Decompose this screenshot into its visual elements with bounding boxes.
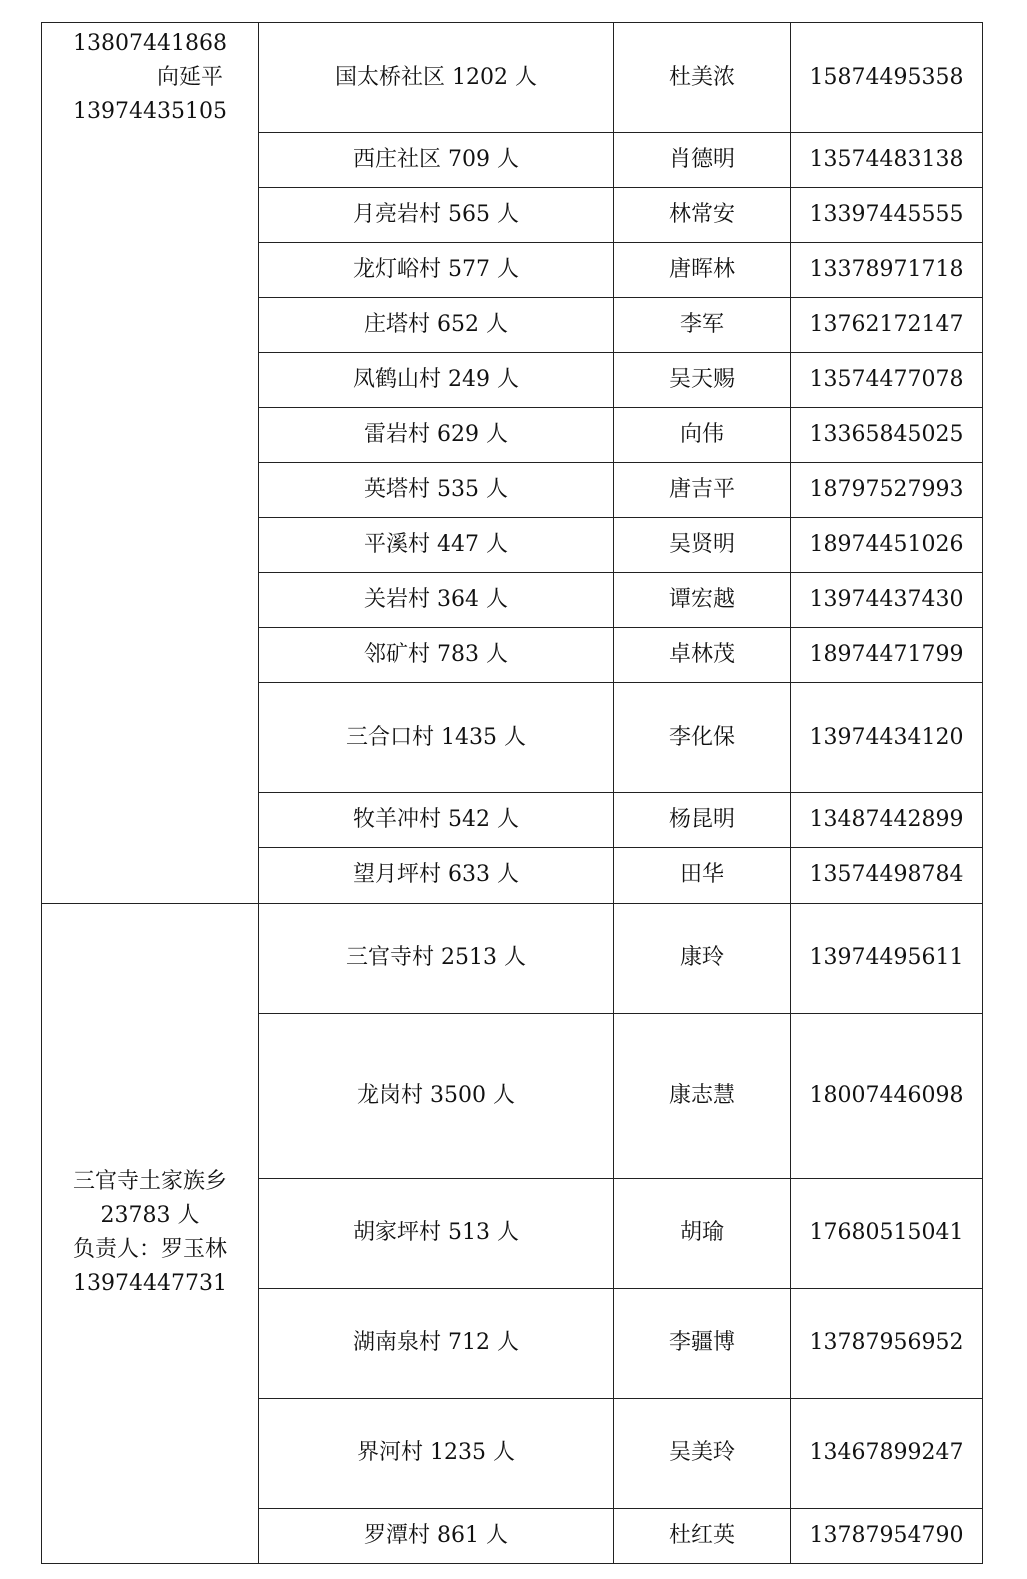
person-cell: 吴贤明 (614, 518, 791, 573)
phone-cell: 13574477078 (791, 353, 983, 408)
phone-cell: 13762172147 (791, 298, 983, 353)
village-cell: 平溪村 447 人 (259, 518, 614, 573)
village-cell: 凤鹤山村 249 人 (259, 353, 614, 408)
township-cell (42, 903, 259, 1564)
phone-cell: 13467899247 (791, 1398, 983, 1508)
village-cell: 关岩村 364 人 (259, 573, 614, 628)
township-contact-phone: 13807441868 (73, 31, 227, 56)
village-cell: 月亮岩村 565 人 (259, 188, 614, 243)
phone-cell: 13574498784 (791, 848, 983, 903)
phone-cell: 18797527993 (791, 463, 983, 518)
person-cell: 林常安 (614, 188, 791, 243)
village-cell: 英塔村 535 人 (259, 463, 614, 518)
person-cell: 向伟 (614, 408, 791, 463)
village-cell: 三官寺村 2513 人 (259, 903, 614, 1013)
person-cell: 李军 (614, 298, 791, 353)
person-cell: 唐晖林 (614, 243, 791, 298)
township-name: 三官寺土家族乡 (72, 1169, 227, 1195)
township-contact-name: 向延平 (156, 65, 223, 90)
person-cell: 卓林茂 (614, 628, 791, 683)
phone-cell: 13974495611 (791, 903, 983, 1013)
phone-cell: 15874495358 (791, 23, 983, 133)
phone-cell: 13787956952 (791, 1288, 983, 1398)
township-cell (42, 23, 259, 904)
table-row (42, 903, 983, 1013)
township-leader: 负责人：罗玉林 (72, 1237, 227, 1263)
village-cell: 西庄社区 709 人 (259, 133, 614, 188)
village-cell: 邻矿村 783 人 (259, 628, 614, 683)
person-cell: 康志慧 (614, 1013, 791, 1178)
phone-cell: 13397445555 (791, 188, 983, 243)
village-cell: 国太桥社区 1202 人 (259, 23, 614, 133)
person-cell: 田华 (614, 848, 791, 903)
person-cell: 杨昆明 (614, 793, 791, 848)
phone-cell: 13365845025 (791, 408, 983, 463)
person-cell: 李疆博 (614, 1288, 791, 1398)
village-cell: 龙岗村 3500 人 (259, 1013, 614, 1178)
person-cell: 李化保 (614, 683, 791, 793)
phone-cell: 18974471799 (791, 628, 983, 683)
phone-cell: 13487442899 (791, 793, 983, 848)
village-cell: 雷岩村 629 人 (259, 408, 614, 463)
person-cell: 谭宏越 (614, 573, 791, 628)
village-cell: 龙灯峪村 577 人 (259, 243, 614, 298)
village-cell: 罗潭村 861 人 (259, 1508, 614, 1563)
phone-cell: 13787954790 (791, 1508, 983, 1563)
person-cell: 胡瑜 (614, 1178, 791, 1288)
person-cell: 杜红英 (614, 1508, 791, 1563)
village-cell: 胡家坪村 513 人 (259, 1178, 614, 1288)
village-cell: 望月坪村 633 人 (259, 848, 614, 903)
person-cell: 康玲 (614, 903, 791, 1013)
village-cell: 牧羊冲村 542 人 (259, 793, 614, 848)
township-contact-phone: 13974435105 (73, 99, 227, 124)
phone-cell: 13974434120 (791, 683, 983, 793)
person-cell: 肖德明 (614, 133, 791, 188)
township-population: 23783 人 (100, 1203, 200, 1229)
phone-cell: 18007446098 (791, 1013, 983, 1178)
village-cell: 湖南泉村 712 人 (259, 1288, 614, 1398)
phone-cell: 13574483138 (791, 133, 983, 188)
village-contact-table (41, 22, 983, 1564)
phone-cell: 17680515041 (791, 1178, 983, 1288)
phone-cell: 13378971718 (791, 243, 983, 298)
person-cell: 杜美浓 (614, 23, 791, 133)
person-cell: 吴美玲 (614, 1398, 791, 1508)
village-cell: 界河村 1235 人 (259, 1398, 614, 1508)
village-cell: 庄塔村 652 人 (259, 298, 614, 353)
village-cell: 三合口村 1435 人 (259, 683, 614, 793)
township-leader-phone: 13974447731 (73, 1271, 227, 1297)
phone-cell: 13974437430 (791, 573, 983, 628)
phone-cell: 18974451026 (791, 518, 983, 573)
table-row (42, 23, 983, 133)
person-cell: 吴天赐 (614, 353, 791, 408)
person-cell: 唐吉平 (614, 463, 791, 518)
